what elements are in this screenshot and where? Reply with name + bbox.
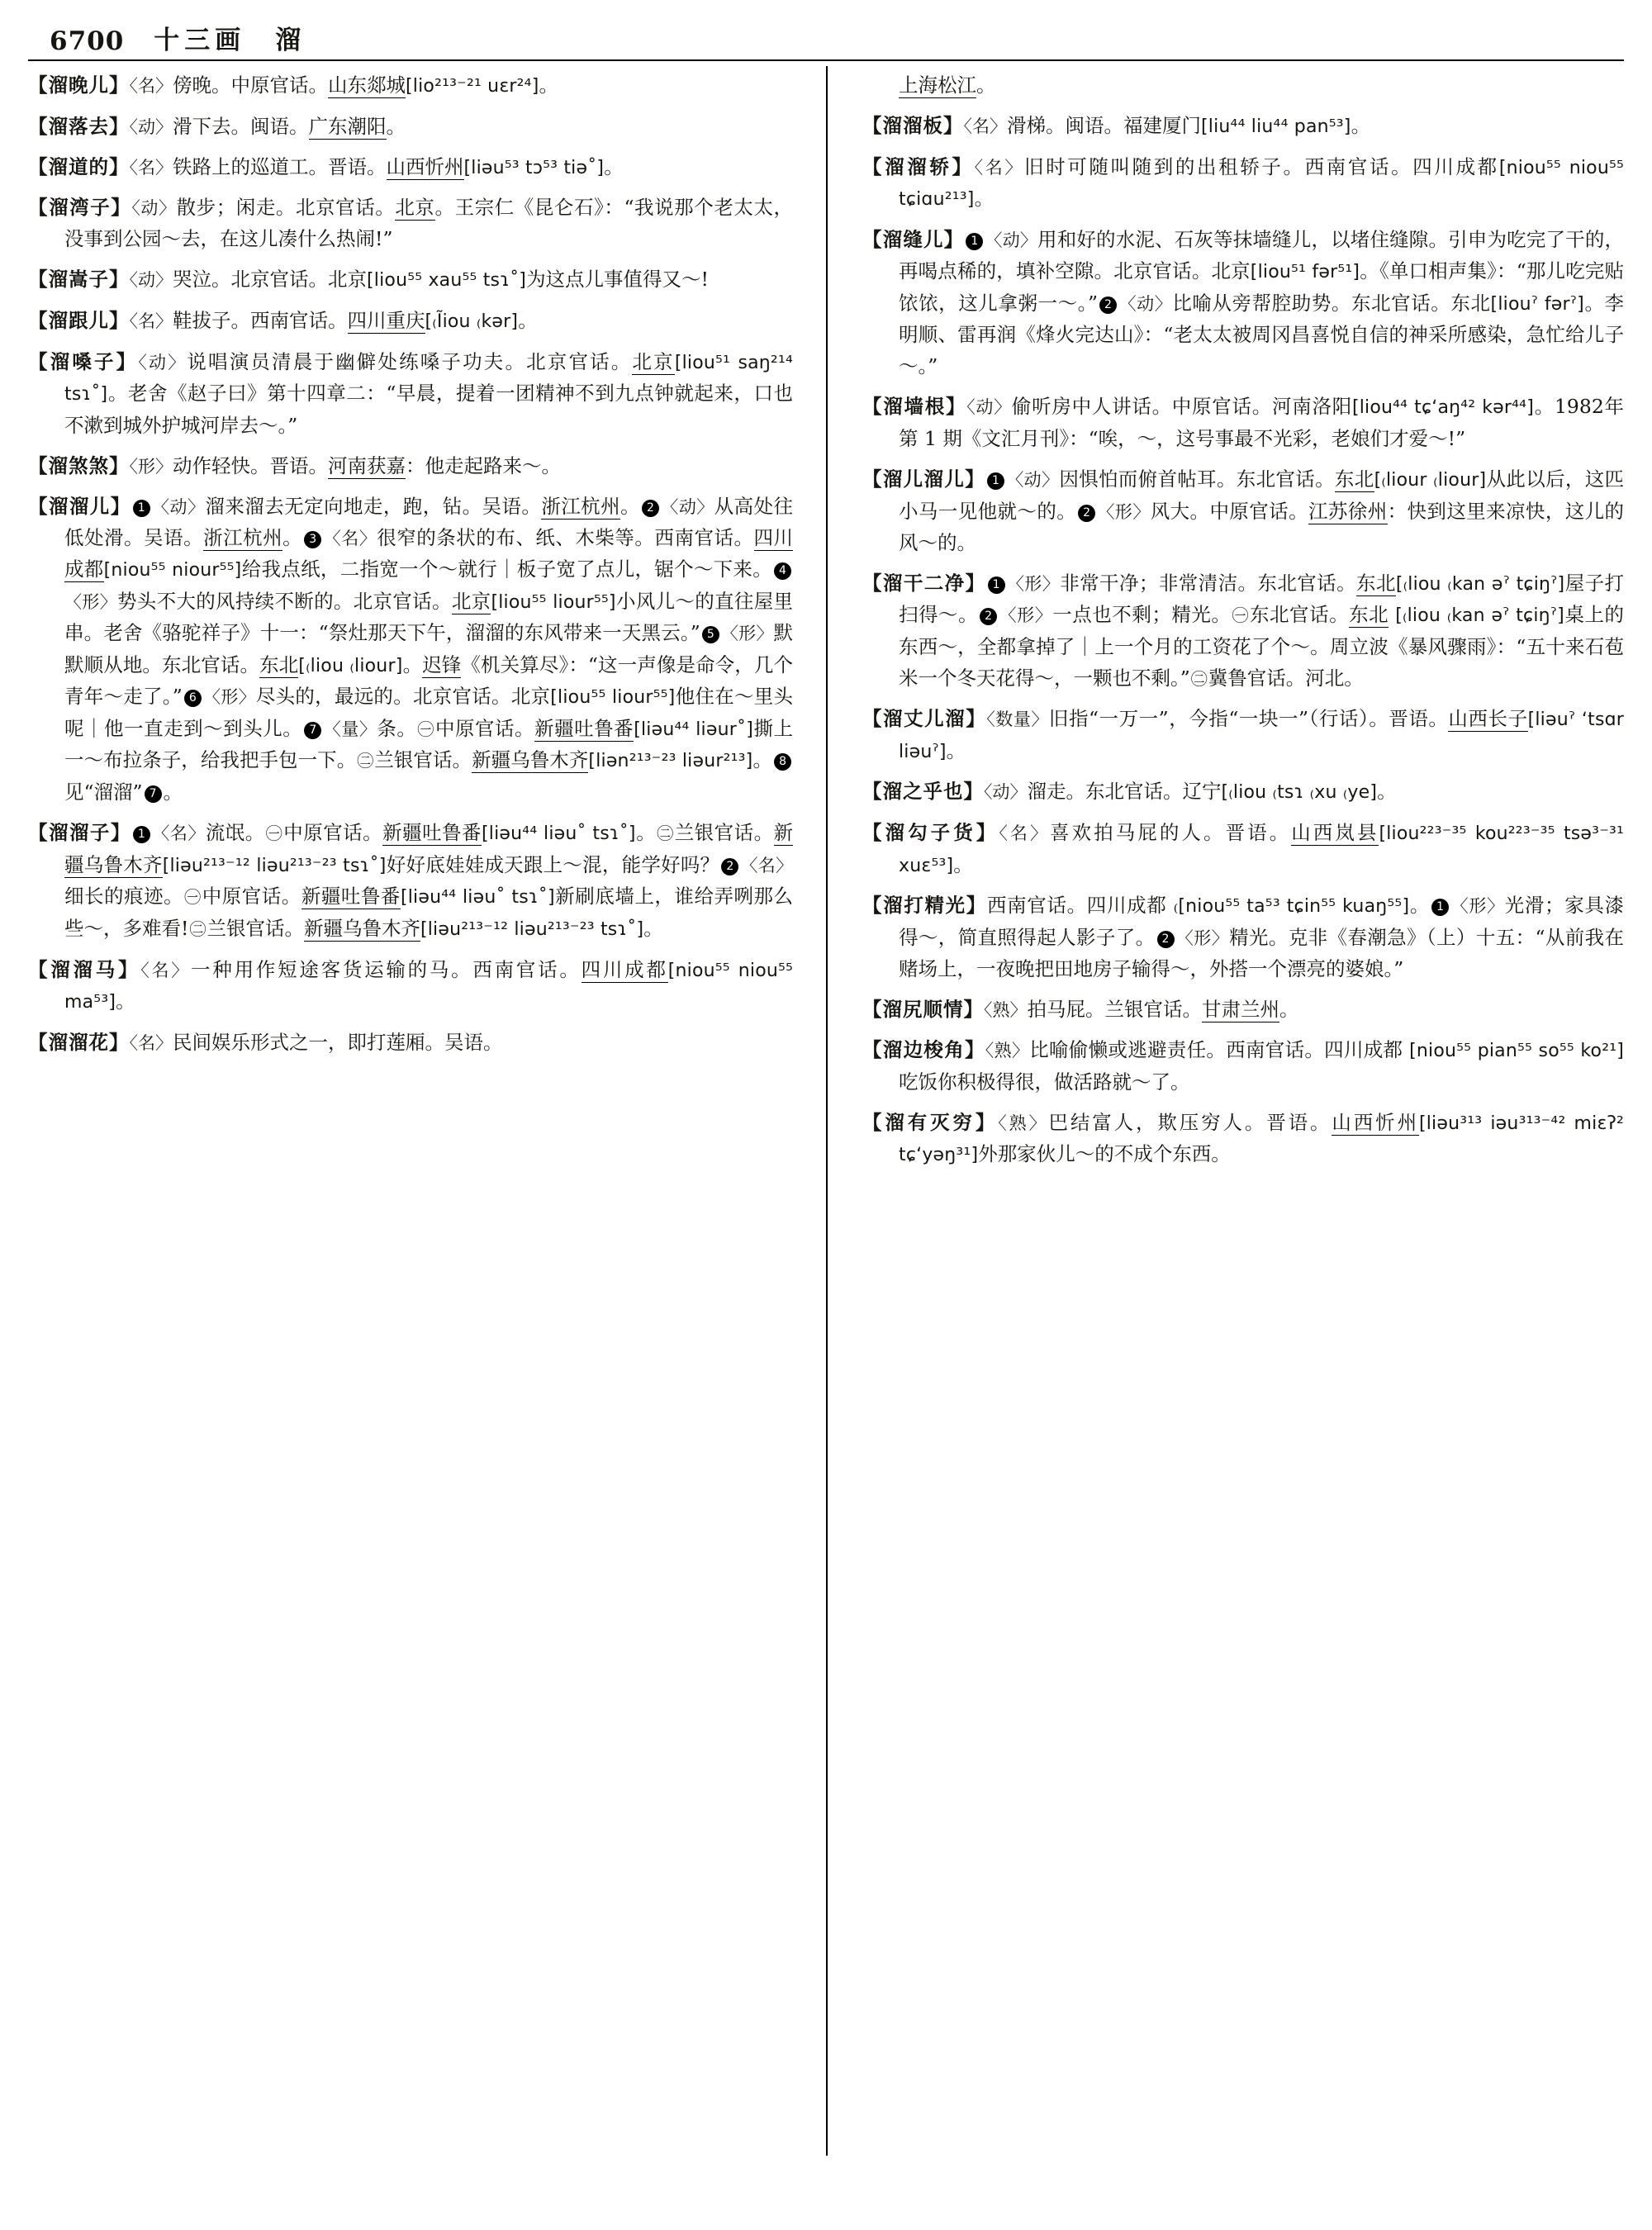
entry-headword: 【溜儿溜儿】 (862, 467, 985, 491)
entry-headword: 【溜溜马】 (28, 957, 141, 981)
entry-headword: 【溜晚儿】 (28, 74, 130, 97)
entry-headword: 【溜缝儿】 (862, 227, 965, 251)
entry-headword: 【溜打精光】 (862, 894, 987, 918)
dictionary-entry (28, 491, 793, 808)
dictionary-entry (862, 776, 1624, 808)
entry-body: 〈名〉鞋拔子。西南官话。四川重庆[₍Ĩiou ₍kər]。 (129, 309, 538, 333)
entry-body: 〈名〉铁路上的巡道工。晋语。山西忻州[liəu⁵³ tɔ⁵³ tiə˚]。 (129, 154, 624, 178)
entry-body: 〈动〉溜走。东北官话。辽宁[₍liou ₍tsɿ ₍xu ₍ye]。 (984, 780, 1397, 804)
entry-body: 〈数量〉旧指“一万一”，今指“一块一”（行话）。晋语。山西长子[liəuˀ ʻtsɑr liəuˀ]。 (899, 707, 1625, 762)
entry-body: 1 〈名〉流氓。㊀中原官话。新疆吐鲁番[liəu⁴⁴ liəu˚ tsɿ˚]。㊁兰银官话。新疆乌鲁木齐[liəu²¹³⁻¹² liəu²¹³⁻²³ tsɿ˚]好好底娃娃成天跟上～混，能学好吗？ 2 〈名〉细长的痕迹。㊀中原官话。新疆吐鲁番[liəu⁴⁴ liəu˚ tsɿ˚]新刷底墙上，谁给弄咧那么些～，多难看!㊁兰银官话。新疆乌鲁木齐[liəu²¹³⁻¹² liəu²¹³⁻²³ tsɿ˚]。 (64, 821, 794, 940)
entry-headword: 【溜湾子】 (28, 196, 132, 220)
dictionary-entry (28, 111, 793, 142)
dictionary-entry (28, 69, 793, 102)
dictionary-entry (28, 954, 793, 1018)
dictionary-entry (862, 69, 1624, 101)
entry-body: 〈名〉滑梯。闽语。福建厦门[liu⁴⁴ liu⁴⁴ pan⁵³]。 (963, 114, 1371, 138)
entry-body: 1 〈动〉溜来溜去无定向地走，跑，钻。吴语。浙江杭州。 2 〈动〉从高处往低处滑。吴语。浙江杭州。 3 〈名〉很窄的条状的布、纸、木柴等。西南官话。四川成都[niou⁵⁵ niour⁵⁵]给我点纸，二指宽一个～就行｜板子宽了点儿，锯个～下来。 4〈形〉势头不大的风持续不断的。北京官话。北京[liou⁵⁵ liour⁵⁵]小风儿～的直往屋里串。老舍《骆驼祥子》十一：“祭灶那天下午，溜溜的东风带来一天黑云。” 5 〈形〉默默顺从地。东北官话。东北[₍liou ₍liour]。迟锋《机关算尽》：“这一声像是命令，几个青年～走了。” 6 〈形〉尽头的，最远的。北京官话。北京[liou⁵⁵ liour⁵⁵]他住在～里头呢｜他一直走到～到头儿。 7 〈量〉条。㊀中原官话。新疆吐鲁番[liəu⁴⁴ liəur˚]撕上一～布拉条子，给我把手包一下。㊁兰银官话。新疆乌鲁木齐[liən²¹³⁻²³ liəur²¹³]。 8见“溜溜” 7 。 (64, 495, 794, 804)
entry-body: 1 〈形〉非常干净；非常清洁。东北官话。东北[₍liou ₍kan əˀ tɕiŋˀ]屋子打扫得～。 2 〈形〉一点也不剩；精光。㊀东北官话。东北 [₍liou ₍kan əˀ tɕiŋˀ]桌上的东西～，全都拿掉了｜上一个月的工资花了个～。周立波《暴风骤雨》：“五十来石苞米一个冬天花得～，一颗也不剩。”㊁冀鲁官话。河北。 (899, 571, 1625, 690)
dictionary-entry (28, 1027, 793, 1058)
dictionary-entry (28, 151, 793, 183)
entry-body: 1 〈动〉用和好的水泥、石灰等抹墙缝儿，以堵住缝隙。引申为吃完了干的，再喝点稀的，填补空隙。北京官话。北京[liou⁵¹ fər⁵¹]。《单口相声集》：“那儿吃完贴饻饻，这儿拿粥一～。” 2 〈动〉比喻从旁帮腔助势。东北官话。东北[liouˀ fərˀ]。李明顺、雷再润《烽火完达山》：“老太太被周冈昌喜悦自信的神采所感染，急忙给儿子～。” (899, 227, 1625, 378)
entry-body: 〈名〉一种用作短途客货运输的马。西南官话。四川成都[niou⁵⁵ niou⁵⁵ ma⁵³]。 (64, 957, 794, 1013)
entry-headword: 【溜有灭穷】 (862, 1110, 999, 1134)
entry-body: 〈动〉滑下去。闽语。广东潮阳。 (129, 114, 406, 138)
entry-body: 〈熟〉拍马屁。兰银官话。甘肃兰州。 (984, 998, 1299, 1022)
dictionary-entry (862, 463, 1624, 558)
right-column (826, 69, 1624, 2192)
entry-body: 〈熟〉巴结富人，欺压穷人。晋语。山西忻州[liəu³¹³ iəu³¹³⁻⁴² miɛʔ² tɕʻyəŋ³¹]外那家伙儿～的不成个东西。 (899, 1110, 1625, 1166)
entry-headword: 【溜尻顺情】 (862, 998, 984, 1022)
dictionary-entry (862, 567, 1624, 694)
entry-body: 〈名〉傍晚。中原官话。山东郯城[lio²¹³⁻²¹ uɛr²⁴]。 (129, 74, 558, 97)
entry-body: 西南官话。四川成都 ₍[niou⁵⁵ ta⁵³ tɕin⁵⁵ kuaŋ⁵⁵]。 1 〈形〉光滑；家具漆得～，简直照得起人影子了。 2 〈形〉精光。克非《春潮急》（上）十五：“从前我在赌场上，一夜晚把田地房子输得～，外搭一个漂亮的婆娘。” (899, 894, 1625, 980)
column-divider (826, 66, 828, 2156)
entry-headword: 【溜勾子货】 (862, 821, 999, 845)
entry-headword: 【溜道的】 (28, 154, 130, 178)
dictionary-entry (862, 224, 1624, 382)
entry-headword: 【溜落去】 (28, 114, 130, 138)
dictionary-entry (862, 110, 1624, 142)
header-rule (28, 59, 1624, 61)
dictionary-entry (28, 305, 793, 337)
dictionary-entry (28, 450, 793, 482)
dictionary-entry (862, 151, 1624, 215)
entry-headword: 【溜溜子】 (28, 821, 131, 845)
entry-body: 〈动〉偷听房中人讲话。中原官话。河南洛阳[liou⁴⁴ tɕʻaŋ⁴² kər⁴⁴]。1982年第 1 期《文汇月刊》：“唉，～，这号事最不光彩，老娘们才爱～!” (899, 395, 1625, 450)
dictionary-entry (862, 703, 1624, 766)
entry-body: 〈动〉哭泣。北京官话。北京[liou⁵⁵ xau⁵⁵ tsɿ˚]为这点儿事值得又～! (129, 268, 710, 292)
entry-body: 〈动〉说唱演员清晨于幽僻处练嗓子功夫。北京官话。北京[liou⁵¹ saŋ²¹⁴ tsɿ˚]。老舍《赵子曰》第十四章二：“早晨，提着一团精神不到九点钟就起来，口也不漱到城外护城河岸去～。” (64, 349, 793, 437)
dictionary-entry (28, 263, 793, 296)
entry-body: 1 〈动〉因惧怕而俯首帖耳。东北官话。东北[₍liour ₍liour]从此以后，这匹小马一见他就～的。 2 〈形〉风大。中原官话。江苏徐州：快到这里来凉快，这儿的风～的。 (899, 467, 1625, 554)
page-number: 6700 (50, 26, 125, 56)
entry-headword: 【溜边梭角】 (862, 1038, 985, 1062)
entry-headword: 【溜之乎也】 (862, 780, 984, 804)
dictionary-entry (862, 1034, 1624, 1098)
left-column (28, 69, 826, 2192)
entry-headword: 【溜溜儿】 (28, 495, 131, 519)
body-columns (28, 69, 1624, 2192)
entry-body: 〈熟〉比喻偷懒或逃避责任。西南官话。四川成都 [niou⁵⁵ pian⁵⁵ so⁵⁵ ko²¹]吃饭你积极得很，做活路就～了。 (899, 1038, 1625, 1094)
header-character: 溜 (275, 26, 303, 55)
entry-body: 〈名〉喜欢拍马屁的人。晋语。山西岚县[liou²²³⁻³⁵ kou²²³⁻³⁵ tsə³⁻³¹ xuɛ⁵³]。 (899, 821, 1625, 876)
entry-headword: 【溜煞煞】 (28, 454, 130, 477)
entry-headword: 【溜溜轿】 (862, 154, 975, 178)
entry-headword: 【溜溜板】 (862, 114, 964, 138)
entry-body: 〈动〉散步；闲走。北京官话。北京。王宗仁《昆仑石》：“我说那个老太太，没事到公园～去，在这儿凑什么热闹!” (64, 196, 794, 251)
entry-body: 〈名〉民间娱乐形式之一，即打莲厢。吴语。 (129, 1030, 503, 1054)
entry-body: 上海松江。 (899, 74, 996, 97)
dictionary-entry (862, 391, 1624, 454)
entry-headword: 【溜丈儿溜】 (862, 707, 987, 731)
entry-headword: 【溜墙根】 (862, 395, 967, 419)
dictionary-entry (28, 192, 793, 254)
radical-label: 十三画 (154, 26, 246, 55)
entry-headword: 【溜嗓子】 (28, 349, 139, 373)
dictionary-entry (28, 817, 793, 945)
dictionary-entry (862, 1107, 1624, 1170)
entry-headword: 【溜跟儿】 (28, 309, 130, 333)
entry-headword: 【溜嵩子】 (28, 268, 130, 292)
dictionary-entry (862, 817, 1624, 880)
dictionary-entry (28, 346, 793, 441)
entry-headword: 【溜干二净】 (862, 571, 986, 595)
entry-headword: 【溜溜花】 (28, 1030, 130, 1054)
dictionary-entry (862, 890, 1624, 985)
dictionary-entry (862, 994, 1624, 1025)
page-header (28, 18, 1624, 56)
entry-body: 〈形〉动作轻快。晋语。河南获嘉：他走起路来～。 (129, 454, 561, 477)
entry-body: 〈名〉旧时可随叫随到的出租轿子。西南官话。四川成都[niou⁵⁵ niou⁵⁵ tɕiɑu²¹³]。 (899, 154, 1625, 211)
